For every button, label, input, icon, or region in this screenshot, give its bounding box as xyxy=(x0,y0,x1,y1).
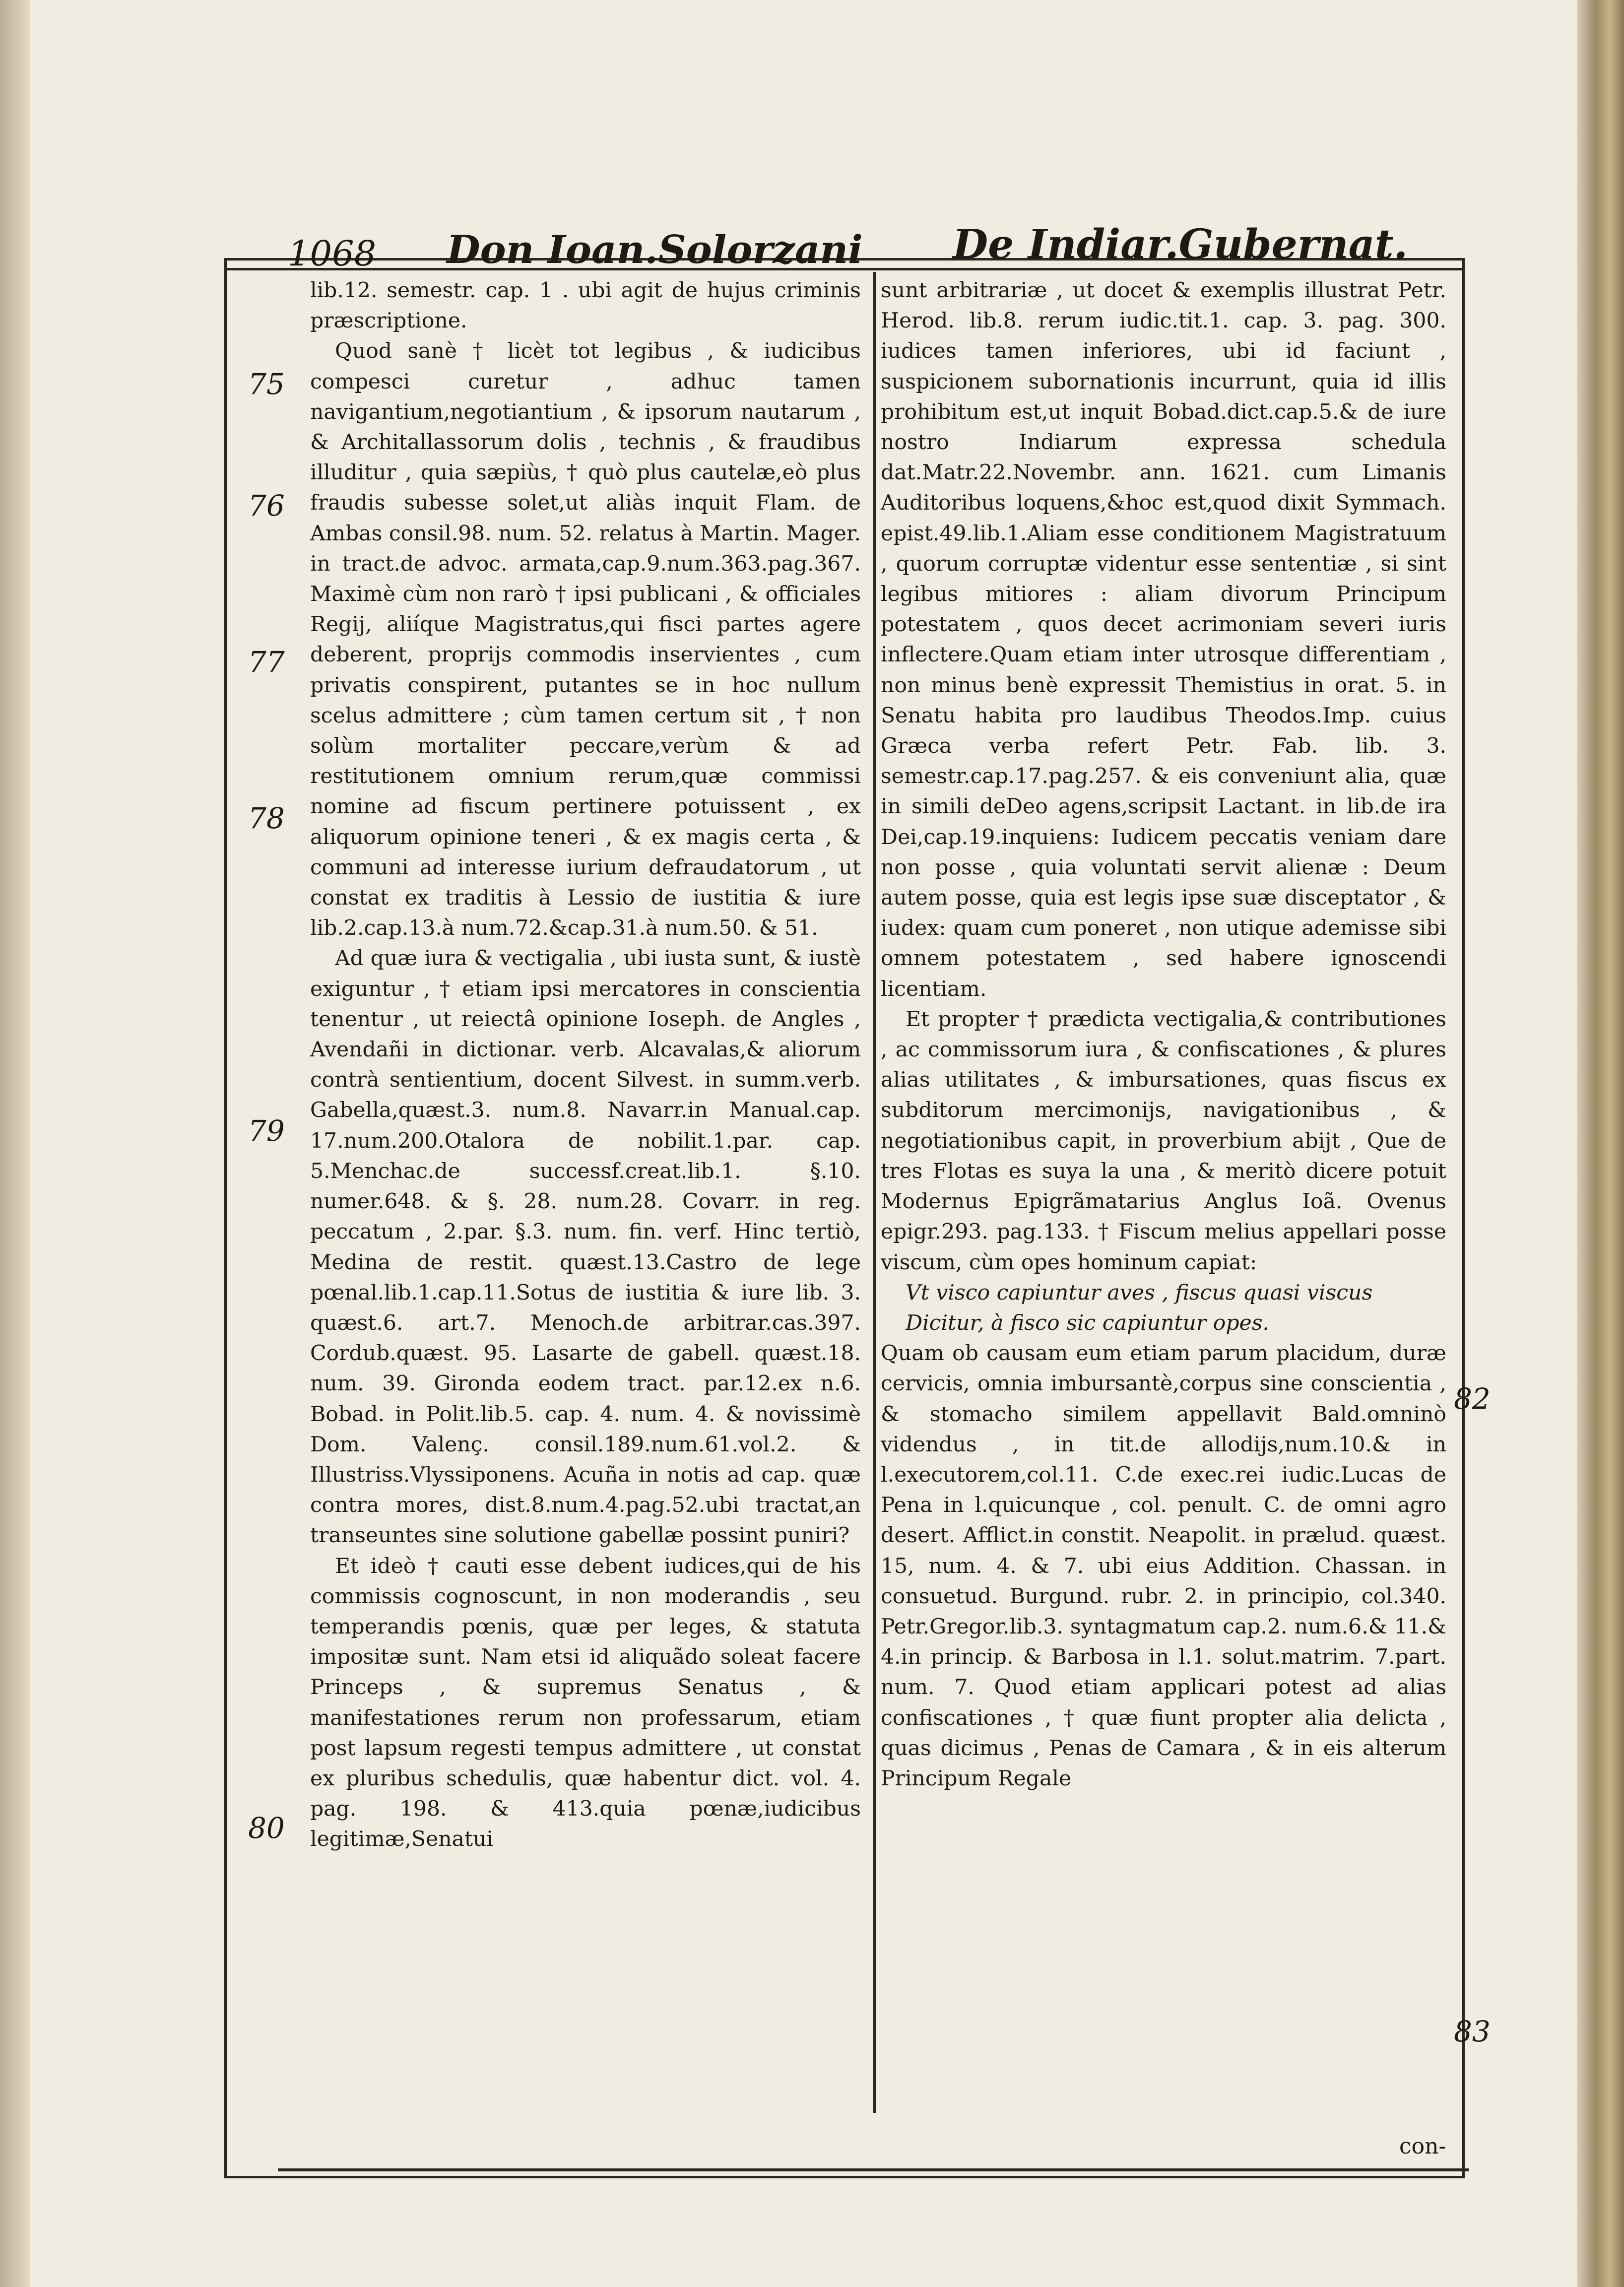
right-text-column xyxy=(881,275,1446,1794)
margin-number: 77 xyxy=(248,645,285,679)
book-fore-edge xyxy=(1577,0,1624,2287)
paragraph: Et ideò † cauti esse debent iudices,qui de his commissis cognoscunt, in non moderandis , seu temperandis pœnis, quæ per leges, & statuta impositæ sunt. Nam etsi id aliquãdo soleat facere Princeps , & supremus Senatus , & manifestationes rerum non professarum, etiam post lapsum regesti tempus admittere , ut constat ex pluribus schedulis, quæ habentur dict. vol. 4. pag. 198. & 413.quia pœnæ,iudicibus legitimæ,Senatui xyxy=(310,1554,861,1852)
column-divider xyxy=(873,272,876,2113)
catchword: con- xyxy=(1399,2134,1446,2159)
running-head-author: Don Ioan.Solorzani xyxy=(447,227,863,272)
margin-number: 82 xyxy=(1454,1382,1491,1416)
paragraph: Ad quæ iura & vectigalia , ubi iusta sunt, & iustè exiguntur , † etiam ipsi mercatores in conscientia tenentur , ut reiectâ opinione Ioseph. de Angles , Avendañi in dictionar. verb. Alcavalas,& aliorum contrà sentientium, docent Silvest. in summ.verb. Gabella,quæst.3. num.8. Navarr.in Manual.cap. 17.num.200.Otalora de nobilit.1.par. cap. 5.Menchac.de successf.creat.lib.1. §.10. numer.648. & §. 28. num.28. Covarr. in reg. peccatum , 2.par. §.3. num. fin. verf. Hinc tertiò, Medina de restit. quæst.13.Castro de lege pœnal.lib.1.cap.11.Sotus de iustitia & iure lib. 3. quæst.6. art.7. Menoch.de arbitrar.cas.397. Cordub.quæst. 95. Lasarte de gabell. quæst.18. num. 39. Gironda eodem tract. par.12.ex n.6. Bobad. in Polit.lib.5. cap. 4. num. 4. & novissimè Dom. Valenç. consil.189.num.61.vol.2. & Illustriss.Vlyssiponens. Acuña in notis ad cap. quæ contra mores, dist.8.num.4.pag.52.ubi tractat,an transeuntes sine solutione gabellæ possint puniri? xyxy=(310,946,861,1548)
paragraph: Quam ob causam eum etiam parum placidum, duræ cervicis, omnia imbursantè,corpus sine conscientia , & stomacho similem appellavit Bald.omninò videndus , in tit.de allodijs,num.10.& in l.executorem,col.11. C.de exec.rei iudic.Lucas de Pena in l.quicunque , col. penult. C. de omni agro desert. Afflict.in constit. Neapolit. in prælud. quæst. 15, num. 4. & 7. ubi eius Addition. Chassan. in consuetud. Burgund. rubr. 2. in principio, col.340. Petr.Gregor.lib.3. syntagmatum cap.2. num.6.& 11.& 4.in princip. & Barbosa in l.1. solut.matrim. 7.part. num. 7. Quod etiam applicari potest ad alias confiscationes , † quæ fiunt propter alia delicta , quas dicimus , Penas de Camara , & in eis alterum Principum Regale xyxy=(881,1341,1446,1791)
bottom-rule xyxy=(278,2168,1469,2171)
page-number: 1068 xyxy=(288,233,377,274)
book-gutter xyxy=(0,0,30,2287)
left-text-column xyxy=(310,275,861,1855)
paragraph: lib.12. semestr. cap. 1 . ubi agit de hujus criminis præscriptione. xyxy=(310,278,861,333)
paragraph: Quod sanè † licèt tot legibus , & iudicibus compesci curetur , adhuc tamen navigantium,negotiantium , & ipsorum nautarum , & Architallassorum dolis , technis , & fraudibus illuditur , quia sæpiùs, † quò plus cautelæ,eò plus fraudis subesse solet,ut aliàs inquit Flam. de Ambas consil.98. num. 52. relatus à Martin. Mager. in tract.de advoc. armata,cap.9.num.363.pag.367. Maximè cùm non rarò † ipsi publicani , & officiales Regij, aliíque Magistratus,qui fisci partes agere deberent, proprijs commodis inservientes , cum privatis conspirent, putantes se in hoc nullum scelus admittere ; cùm tamen certum sit , † non solùm mortaliter peccare,verùm & ad restitutionem omnium rerum,quæ commissi nomine ad fiscum pertinere potuissent , ex aliquorum opinione teneri , & ex magis certa , & communi ad interesse iurium defraudatorum , ut constat ex traditis à Lessio de iustitia & iure lib.2.cap.13.à num.72.&cap.31.à num.50. & 51. xyxy=(310,339,861,941)
margin-number: 79 xyxy=(248,1114,285,1148)
margin-number: 83 xyxy=(1454,2015,1491,2048)
paragraph: Et propter † prædicta vectigalia,& contributiones , ac commissorum iura , & confiscationes , & plures alias utilitates , & imbursationes, quas fiscus ex subditorum mercimonijs, navigationibus , & negotiationibus capit, in proverbium abijt , Que de tres Flotas es suya la una , & meritò dicere potuit Modernus Epigrãmatarius Anglus Ioã. Ovenus epigr.293. pag.133. † Fiscum melius appellari posse viscum, cùm opes hominum capiat: xyxy=(881,1007,1446,1275)
running-head-title: De Indiar.Gubernat. xyxy=(953,221,1408,268)
margin-number: 75 xyxy=(248,367,285,401)
verse-line: Vt visco capiuntur aves , fiscus quasi viscus xyxy=(906,1280,1373,1305)
paragraph: sunt arbitrariæ , ut docet & exemplis illustrat Petr. Herod. lib.8. rerum iudic.tit.1. cap. 3. pag. 300. iudices tamen inferiores, ubi id faciunt , suspicionem subornationis incurrunt, quia id illis prohibitum est,ut inquit Bobad.dict.cap.5.& de iure nostro Indiarum expressa schedula dat.Matr.22.Novembr. ann. 1621. cum Limanis Auditoribus loquens,&hoc est,quod dixit Symmach. epist.49.lib.1.Aliam esse conditionem Magistratuum , quorum corruptæ videntur esse sententiæ , si sint legibus mitiores : aliam divorum Principum potestatem , quos decet acrimoniam severi iuris inflectere.Quam etiam inter utrosque differentiam , non minus benè expressit Themistius in orat. 5. in Senatu habita pro laudibus Theodos.Imp. cuius Græca verba refert Petr. Fab. lib. 3. semestr.cap.17.pag.257. & eis conveniunt alia, quæ in simili deDeo agens,scripsit Lactant. in lib.de ira Dei,cap.19.inquiens: Iudicem peccatis veniam dare non posse , quia voluntati servit alienæ : Deum autem posse, quia est legis ipse suæ disceptator , & iudex: quam cum poneret , non utique ademisse sibi omnem potestatem , sed habere ignoscendi licentiam. xyxy=(881,278,1446,1001)
margin-number: 80 xyxy=(248,1811,285,1845)
verse-line: Dicitur, à fisco sic capiuntur opes. xyxy=(906,1310,1270,1335)
margin-number: 78 xyxy=(248,801,285,835)
margin-number: 76 xyxy=(248,489,285,523)
